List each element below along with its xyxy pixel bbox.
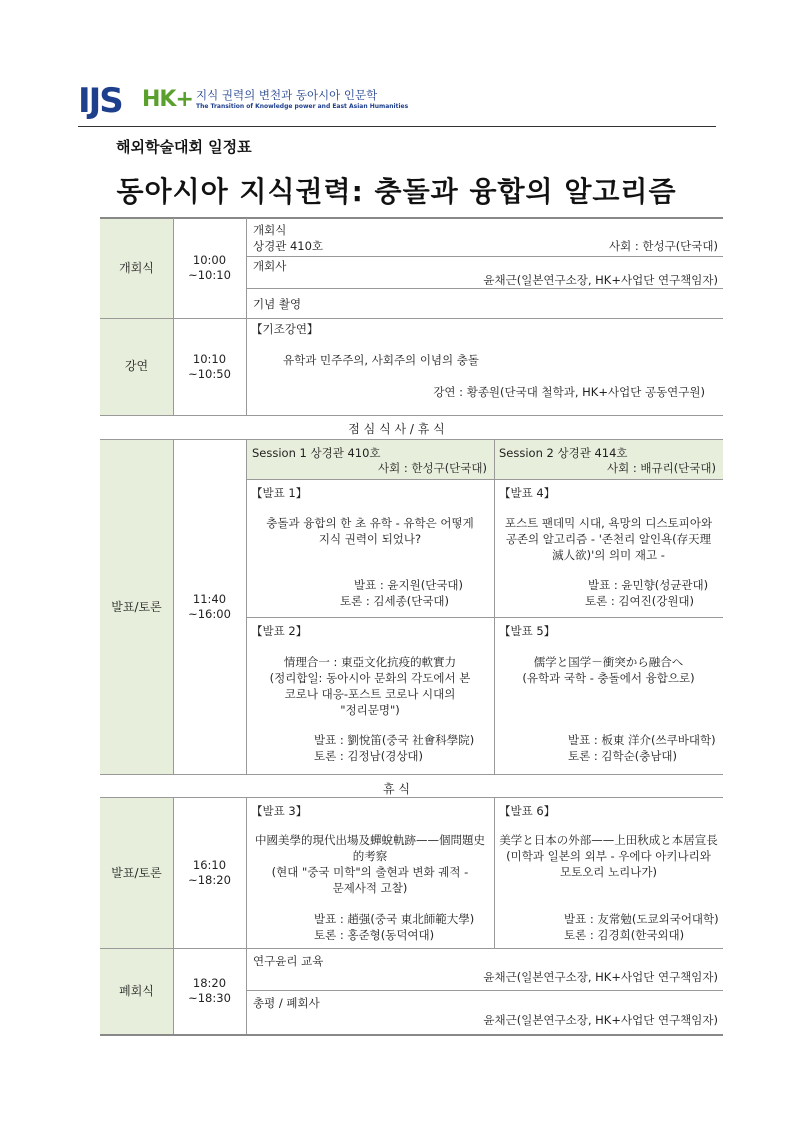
p5-presenter: 발표 : 板東 洋介(쓰쿠바대학) (568, 733, 716, 747)
session-time: 11:40 ~16:00 (188, 592, 231, 621)
closing-label: 폐회식 (100, 948, 173, 1034)
p4-title: 포스트 팬데믹 시대, 욕망의 디스토피아와 공존의 알고리즘 - '존천리 알인욕(存天理 滅人欲)'의 의미 재고 - (504, 516, 713, 562)
p4-presenter: 발표 : 윤민향(성균관대) (588, 578, 709, 592)
p2-head: 【발표 2】 (251, 624, 308, 638)
p3-discussant: 토론 : 홍준형(동덕여대) (314, 928, 435, 942)
p2-discussant: 토론 : 김정남(경상대) (314, 749, 424, 763)
col-divider (173, 218, 174, 415)
row-divider (246, 256, 723, 257)
lecture-label: 강연 (100, 318, 173, 415)
session2-chair: 사회 : 배규리(단국대) (606, 461, 716, 475)
lecture-time: 10:10 ~10:50 (188, 351, 231, 381)
opening-address-speaker: 윤채근(일본연구소장, HK+사업단 연구책임자) (483, 273, 718, 287)
p4-head: 【발표 4】 (499, 486, 556, 500)
row-divider (100, 439, 723, 440)
logo-english-title: The Transition of Knowledge power and East Asian Humanities (196, 103, 409, 110)
closing-time: 18:20 ~18:30 (188, 976, 231, 1005)
table-border (100, 1034, 723, 1036)
closing-ethics-speaker: 윤채근(일본연구소장, HK+사업단 연구책임자) (483, 970, 718, 984)
row-divider (246, 617, 723, 618)
session-label: 발표/토론 (100, 440, 173, 774)
session2-time: 16:10 ~18:20 (188, 858, 231, 887)
col-divider (246, 440, 247, 774)
p1-discussant: 토론 : 김세종(단국대) (340, 594, 450, 608)
document-subtitle: 해외학술대회 일정표 (116, 138, 252, 156)
lunch-break: 점 심 식 사 / 휴 식 (348, 422, 445, 436)
closing-remarks: 총평 / 폐회사 (253, 996, 320, 1010)
row-divider (100, 948, 723, 949)
p2-presenter: 발표 : 劉悅笛(중국 社會科學院) (314, 733, 475, 747)
p3-title: 中國美學的現代出場及蟬蛻軌跡——個問題史 的考察 (현대 "중국 미학"의 출현과 변화 궤적 - 문제사적 고찰) (255, 833, 485, 895)
p5-head: 【발표 5】 (499, 624, 556, 638)
session2-title: Session 2 상경관 414호 (499, 446, 628, 460)
rest-break: 휴 식 (383, 782, 410, 796)
logo-korean-title: 지식 권력의 변천과 동아시아 인문학 (196, 88, 378, 102)
col-divider (494, 440, 495, 774)
row-divider (246, 479, 723, 480)
opening-time: 10:00 ~10:10 (188, 253, 231, 282)
header-divider (78, 126, 716, 127)
session1-chair: 사회 : 한성구(단국대) (377, 461, 487, 475)
p1-title: 충돌과 융합의 한 초 유학 - 유학은 어떻게 지식 권력이 되었나? (266, 516, 474, 546)
opening-chair: 사회 : 한성구(단국대) (608, 239, 718, 253)
p4-discussant: 토론 : 김여진(강원대) (585, 594, 695, 608)
table-border (100, 217, 723, 219)
p6-head: 【발표 6】 (499, 804, 556, 818)
col-divider (246, 218, 247, 415)
col-divider (173, 798, 174, 1034)
row-divider (100, 318, 723, 319)
p1-presenter: 발표 : 윤지원(단국대) (354, 578, 464, 592)
lecture-head: 【기조강연】 (251, 322, 319, 336)
document-title: 동아시아 지식권력: 충돌과 융합의 알고리즘 (116, 175, 677, 208)
opening-venue: 상경관 410호 (253, 239, 324, 253)
col-divider (173, 440, 174, 774)
p6-discussant: 토론 : 김경희(한국외대) (564, 928, 685, 942)
row-divider (246, 990, 723, 991)
row-divider (246, 288, 723, 289)
opening-address-title: 개회사 (253, 259, 287, 273)
lecture-topic: 유학과 민주주의, 사회주의 이념의 충돌 (283, 353, 480, 367)
row-divider (100, 415, 723, 416)
closing-ethics: 연구윤리 교육 (253, 954, 324, 968)
lecture-speaker: 강연 : 황종원(단국대 철학과, HK+사업단 공동연구원) (433, 385, 705, 399)
logo-ijs: IJS (78, 81, 122, 121)
logo-hk: HK+ (142, 87, 193, 112)
session2-label: 발표/토론 (100, 798, 173, 948)
opening-label: 개회식 (100, 218, 173, 318)
row-divider (100, 797, 723, 798)
row-divider (100, 774, 723, 775)
p2-title: 情理合一 : 東亞文化抗疫的軟實力 (정리합일: 동아시아 문화의 각도에서 본 코로나 대응-포스트 코로나 시대의 "정리문명") (269, 655, 471, 717)
session1-title: Session 1 상경관 410호 (252, 446, 381, 460)
closing-remarks-speaker: 윤채근(일본연구소장, HK+사업단 연구책임자) (483, 1013, 718, 1027)
opening-item-title: 개회식 (253, 223, 287, 237)
p1-head: 【발표 1】 (251, 486, 308, 500)
p6-presenter: 발표 : 友常勉(도쿄외국어대학) (564, 912, 719, 926)
p5-title: 儒学と国学－衝突から融合へ (유학과 국학 - 충돌에서 융합으로) (522, 655, 695, 685)
p3-head: 【발표 3】 (251, 804, 308, 818)
p6-title: 美学と日本の外部——上田秋成と本居宣長 (미학과 일본의 외부 - 우에다 아키나리와 모토오리 노리나가) (499, 833, 718, 879)
opening-photo: 기념 촬영 (253, 297, 302, 311)
p5-discussant: 토론 : 김학순(충남대) (568, 749, 678, 763)
p3-presenter: 발표 : 趙强(중국 東北師範大學) (314, 912, 475, 926)
